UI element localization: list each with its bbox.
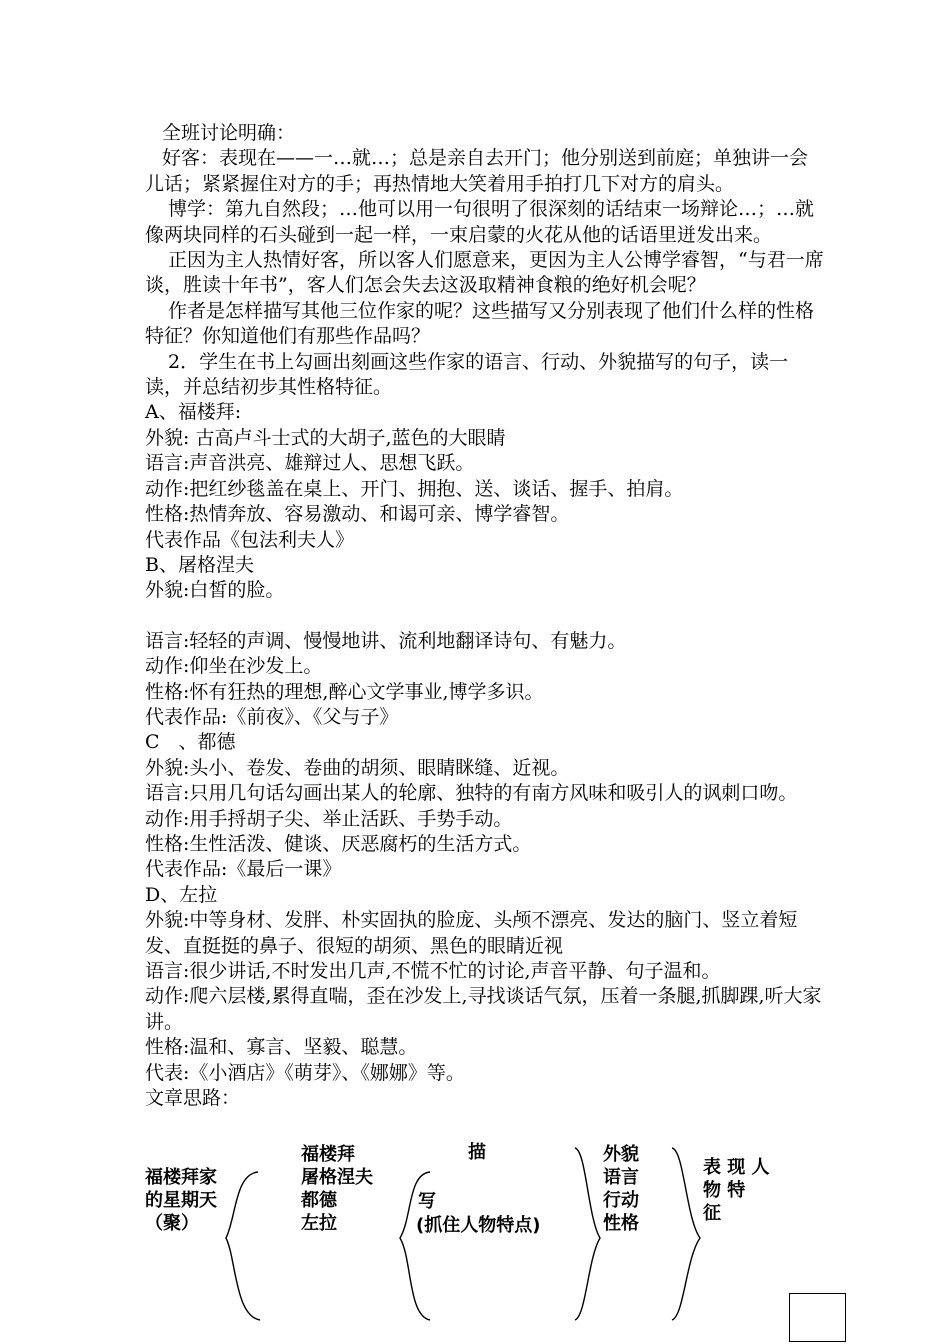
line: 外貌:中等身材、发胖、朴实固执的脸庞、头颅不漂亮、发达的脑门、竖立着短发、直挺挺的鼻子、很短的胡须、黑色的眼睛近视	[145, 909, 798, 957]
line: 外貌:头小、卷发、卷曲的胡须、眼睛眯缝、近视。	[145, 756, 570, 779]
brace-4	[672, 1148, 700, 1320]
diagram-describe-label: 描	[468, 1142, 486, 1163]
author-heading: C 、都德	[145, 731, 236, 754]
line: 动作:用手捋胡子尖、举止活跃、手势手动。	[145, 807, 513, 830]
line: 语言:声音洪亮、雄辩过人、思想飞跃。	[145, 452, 475, 475]
author-heading: D、左拉	[145, 883, 218, 906]
line: 代表作品《包法利夫人》	[145, 528, 355, 551]
paragraph: 全班讨论明确：	[162, 122, 296, 144]
line: 代表作品:《前夜》、《父与子》	[145, 705, 399, 728]
line: 性格:温和、寡言、坚毅、聪慧。	[145, 1036, 418, 1059]
paragraph: 博学：第九自然段；…他可以用一句很明了很深刻的话结束一场辩论…；…就像两块同样的石头碰到一起一样，一束启蒙的火花从他的话语里迸发出来。	[145, 198, 815, 246]
line: 动作:把红纱毯盖在桌上、开门、拥抱、送、谈话、握手、拍肩。	[145, 477, 684, 500]
corner-box	[789, 1293, 846, 1342]
paragraph: 2．学生在书上勾画出刻画这些作家的语言、行动、外貌描写的句子，读一读，并总结初步其性格特征。	[145, 350, 789, 399]
line: 性格:怀有狂热的理想,醉心文学事业,博学多识。	[145, 680, 544, 703]
diagram-write-label: 写	[418, 1191, 436, 1212]
diagram-result: 表 现 人 物 特 征	[703, 1157, 770, 1224]
line: 外貌: 古高卢斗士式的大胡子,蓝色的大眼睛	[145, 426, 506, 449]
paragraph: 作者是怎样描写其他三位作家的呢？这些描写又分别表现了他们什么样的性格特征？你知道他们有那些作品吗？	[145, 299, 815, 348]
line: 动作:爬六层楼,累得直喘，歪在沙发上,寻找谈话气氛，压着一条腿,抓脚踝,听大家讲。	[145, 985, 822, 1033]
line: 性格:生性活泼、健谈、厌恶腐朽的生活方式。	[145, 832, 532, 855]
line: 语言:只用几句话勾画出某人的轮廓、独特的有南方风味和吸引人的讽刺口吻。	[145, 782, 798, 805]
brace-3	[575, 1148, 600, 1320]
line: 代表:《小酒店》《萌芽》、《娜娜》等。	[145, 1061, 465, 1084]
line: 性格:热情奔放、容易激动、和谒可亲、博学睿智。	[145, 503, 570, 526]
brace-1	[226, 1172, 260, 1320]
paragraph: 好客：表现在——一…就…；总是亲自去开门；他分别送到前庭；单独讲一会儿话；紧紧握住对方的手；再热情地大笑着用手拍打几下对方的肩头。	[145, 147, 809, 195]
diagram-aspects: 外貌 语言 行动 性格	[603, 1144, 639, 1234]
paragraph: 正因为主人热情好客，所以客人们愿意来，更因为主人公博学睿智，“与君一席谈，胜读十年书”，客人们怎会失去这汲取精神食粮的绝好机会呢？	[145, 249, 824, 297]
author-heading: B、屠格涅夫	[145, 553, 254, 576]
author-heading: A、福楼拜:	[145, 401, 242, 424]
line: 文章思路：	[145, 1087, 241, 1110]
diagram-authors: 福楼拜 屠格涅夫 都德 左拉	[301, 1144, 373, 1234]
diagram-title: 福楼拜家 的星期天 （聚）	[145, 1167, 217, 1234]
line: 代表作品:《最后一课》	[145, 858, 342, 881]
line: 动作:仰坐在沙发上。	[145, 655, 323, 678]
diagram-method-label: (抓住人物特点)	[416, 1215, 541, 1236]
line: 语言:轻轻的声调、慢慢地讲、流利地翻译诗句、有魅力。	[145, 629, 627, 652]
line: 语言:很少讲话,不时发出几声,不慌不忙的讨论,声音平静、句子温和。	[145, 960, 721, 982]
line: 外貌:白皙的脸。	[145, 579, 285, 602]
